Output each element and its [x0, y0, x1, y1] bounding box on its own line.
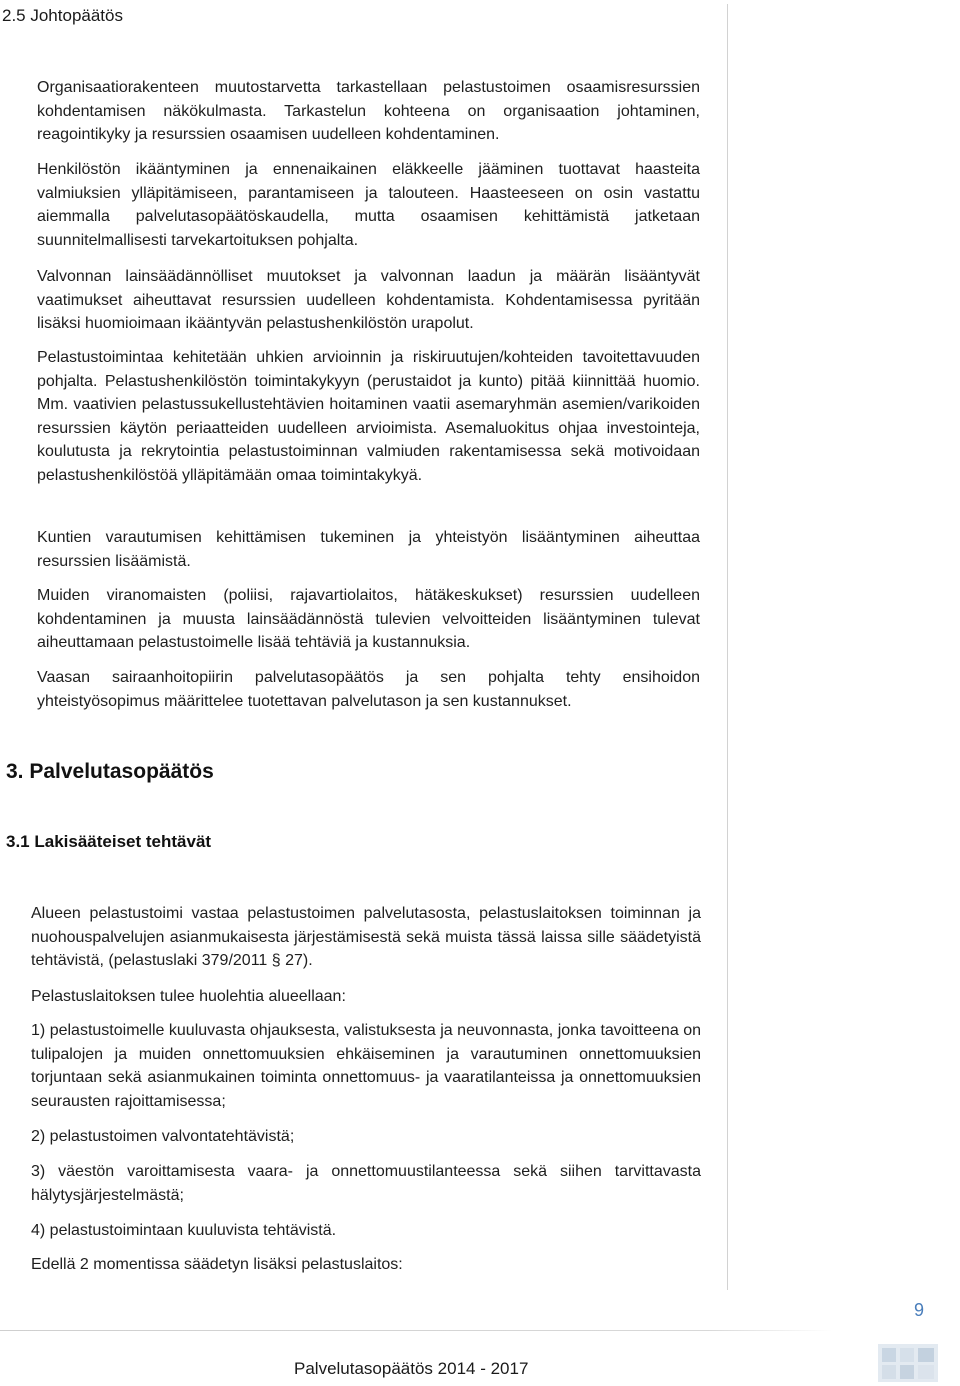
paragraph: Pelastuslaitoksen tulee huolehtia alueellaan:: [31, 988, 346, 1005]
section-heading-3-1: 3.1 Lakisääteiset tehtävät: [6, 832, 212, 851]
list-item: 2) pelastustoimen valvontatehtävistä;: [31, 1128, 295, 1145]
section-heading-3: 3. Palvelutasopäätös: [6, 760, 214, 783]
paragraph: Pelastustoimintaa kehitetään uhkien arvioinnin ja riskiruutujen/kohteiden tavoitettavuuden pohjalta. Pelastushenkilöstön toimintakykyyn (perustaidot ja kunto) pitää kiinnittää huomio. Mm. vaativien pelastussukellustehtävien hoitaminen vaatii asemaryhmän asemien/varikoiden resurssien käytön periaatteiden uudelleen arvioimista. Asemaluokitus ohjaa investointeja, koulutusta ja rekrytointia pelastustoiminnan valmiuden rakentamisessa sekä motivoidaan pelastushenkilöstöä ylläpitämään omaa toimintakykyä.: [37, 349, 700, 484]
paragraph: Vaasan sairaanhoitopiirin palvelutasopäätös ja sen pohjalta tehty ensihoidon yhteistyösopimus määrittelee tuotettavan palvelutason ja sen kustannukset.: [37, 669, 700, 710]
paragraph: Muiden viranomaisten (poliisi, rajavartiolaitos, hätäkeskukset) resurssien uudelleen kohdentaminen ja muusta lainsäädännöstä tulevien velvoitteiden lisääntyminen tulevat aiheuttamaan pelastustoimelle lisää tehtäviä ja kustannuksia.: [37, 587, 700, 651]
paragraph: Alueen pelastustoimi vastaa pelastustoimen palvelutasosta, pelastuslaitoksen toiminnan ja nuohouspalvelujen asianmukaisesta järjestämisestä sekä muista tässä laissa sille säädetyistä tehtävistä, (pelastuslaki 379/2011 § 27).: [31, 905, 701, 969]
page-number: 9: [913, 1300, 924, 1320]
list-item: 1) pelastustoimelle kuuluvasta ohjauksesta, valistuksesta ja neuvonnasta, jonka tavoitteena on tulipalojen ja muiden onnettomuuksien ehkäiseminen ja varautuminen onnettomuuksien torjuntaan sekä asianmukainen toiminta onnettomuus- ja vaaratilanteissa ja onnettomuuksien seurausten rajoittamisessa;: [31, 1022, 701, 1110]
list-item: 4) pelastustoimintaan kuuluvista tehtävistä.: [31, 1222, 337, 1239]
footer-title: Palvelutasopäätös 2014 - 2017: [294, 1359, 529, 1378]
footer-rule: [0, 1330, 832, 1331]
page-corner-graphic: [878, 1344, 938, 1382]
paragraph: Valvonnan lainsäädännölliset muutokset ja valvonnan laadun ja määrän lisääntyvät vaatimukset aiheuttavat resurssien uudelleen kohdentamista. Kohdentamisessa pyritään lisäksi huomioimaan ikääntyvän pelastushenkilöstön urapolut.: [37, 268, 700, 332]
paragraph: Edellä 2 momentissa säädetyn lisäksi pelastuslaitos:: [31, 1256, 403, 1273]
paragraph: Kuntien varautumisen kehittämisen tukeminen ja yhteistyön lisääntyminen aiheuttaa resurssien lisäämistä.: [37, 529, 700, 570]
margin-line: [727, 4, 728, 1290]
paragraph: Organisaatiorakenteen muutostarvetta tarkastellaan pelastustoimen osaamisresurssien kohdentamisen näkökulmasta. Tarkastelun kohteena on organisaation johtaminen, reagointikyky ja resurssien osaamisen uudelleen kohdentaminen.: [37, 79, 700, 143]
section-heading-2-5: 2.5 Johtopäätös: [2, 6, 123, 25]
list-item: 3) väestön varoittamisesta vaara- ja onnettomuustilanteessa sekä siihen tarvittavasta hälytysjärjestelmästä;: [31, 1163, 701, 1204]
paragraph: Henkilöstön ikääntyminen ja ennenaikainen eläkkeelle jääminen tuottavat haasteita valmiuksien ylläpitämiseen, parantamiseen ja talouteen. Haasteeseen on osin vastattu aiemmalla palvelutasopäätöskaudella, mutta osaamisen kehittämistä jatketaan suunnitelmallisesti tarvekartoituksen pohjalta.: [37, 161, 700, 249]
